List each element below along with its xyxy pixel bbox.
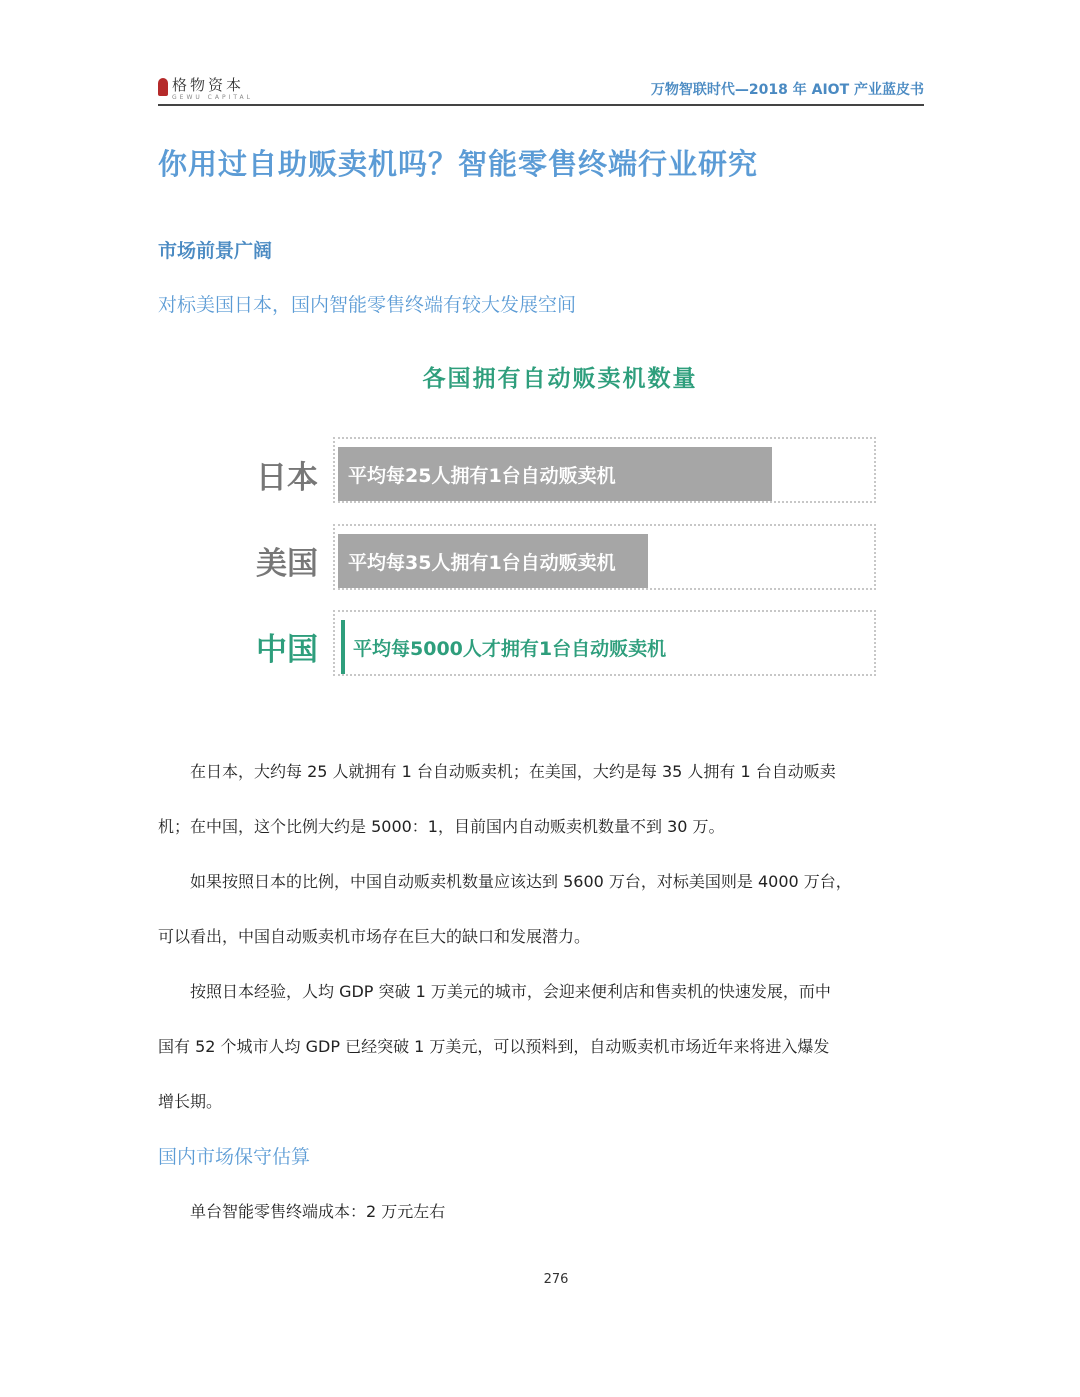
chart-label-usa: 美国	[256, 546, 318, 582]
chart-row-usa	[333, 524, 876, 590]
logo	[158, 76, 253, 102]
chart-label-china: 中国	[256, 632, 318, 668]
chart-title: 各国拥有自动贩卖机数量	[422, 366, 698, 392]
chart-bar-japan: 平均每25人拥有1台自动贩卖机	[338, 447, 772, 501]
header-title: 万物智联时代—2018 年 AIOT 产业蓝皮书	[650, 82, 924, 98]
logo-name: 格物资本	[172, 76, 245, 94]
page-header	[158, 74, 924, 106]
paragraph-1: 在日本，大约每 25 人就拥有 1 台自动贩卖机；在美国，大约是每 35 人拥有 1 台自动贩卖 机；在中国，这个比例大约是 5000：1，目前国内自动贩卖机数量不到 30 万。	[158, 762, 836, 836]
logo-seal-icon	[158, 78, 168, 96]
section-title: 市场前景广阔	[158, 240, 273, 262]
chart-row-china	[333, 610, 876, 676]
subheading-estimate: 国内市场保守估算	[158, 1146, 311, 1168]
paragraph-2: 如果按照日本的比例，中国自动贩卖机数量应该达到 5600 万台，对标美国则是 4000 万台， 可以看出，中国自动贩卖机市场存在巨大的缺口和发展潜力。	[158, 872, 852, 946]
page-number: 276	[543, 1272, 569, 1287]
chart-bar-china: 平均每5000人才拥有1台自动贩卖机	[341, 620, 701, 674]
paragraph-4: 单台智能零售终端成本：2 万元左右	[158, 1202, 446, 1221]
chart-label-japan: 日本	[256, 460, 318, 496]
logo-english: GEWU CAPITAL	[172, 94, 253, 101]
page-title: 你用过自助贩卖机吗？智能零售终端行业研究	[158, 147, 759, 181]
chart-row-japan	[333, 437, 876, 503]
section-subtitle: 对标美国日本，国内智能零售终端有较大发展空间	[158, 294, 577, 316]
paragraph-3: 按照日本经验，人均 GDP 突破 1 万美元的城市，会迎来便利店和售卖机的快速发展，而中 国有 52 个城市人均 GDP 已经突破 1 万美元，可以预料到，自动贩卖机市场近年来将进入爆发 增长期。	[158, 982, 831, 1111]
chart-bar-usa: 平均每35人拥有1台自动贩卖机	[338, 534, 648, 588]
